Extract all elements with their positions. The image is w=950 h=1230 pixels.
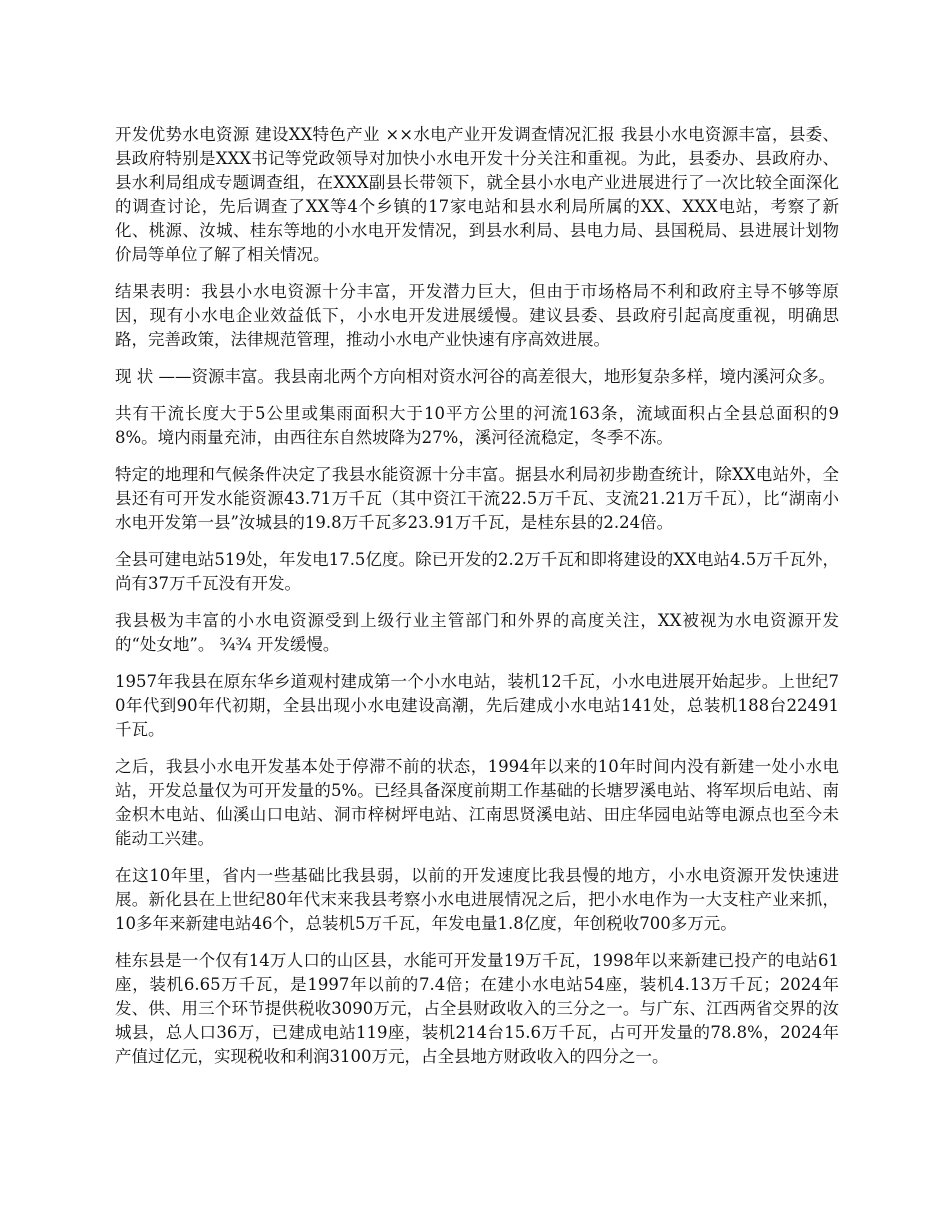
- paragraph-rivers: 共有干流长度大于5公里或集雨面积大于10平方公里的河流163条，流域面积占全县总面积的98%。境内雨量充沛，由西往东自然坡降为27%，溪河径流稳定，冬季不冻。: [115, 404, 839, 447]
- paragraph-guidong-rucheng: 桂东县是一个仅有14万人口的山区县，水能可开发量19万千瓦，1998年以来新建已投产的电站61座，装机6.65万千瓦，是1997年以前的7.4倍；在建小水电站54座，装机4.13万千瓦；2024年发、供、用三个环节提供税收3090万元，占全县财政收入的三分之一。与广东、江西两省交界的汝城县，总人口36万，已建成电站119座，装机214台15.6万千瓦，占可开发量的78.8%，2024年产值过亿元，实现税收和利润3100万元，占全县地方财政收入的四分之一。: [115, 951, 839, 1066]
- paragraph-stagnation: 之后，我县小水电开发基本处于停滞不前的状态，1994年以来的10年时间内没有新建一处小水电站，开发总量仅为可开发量的5%。已经具备深度前期工作基础的长塘罗溪电站、将军坝后电站、南金枳木电站、仙溪山口电站、洞市梓树坪电站、江南思贤溪电站、田庄华园电站等电源点也至今未能动工兴建。: [115, 757, 839, 848]
- paragraph-hydro-potential: 特定的地理和气候条件决定了我县水能资源十分丰富。据县水利局初步勘查统计，除XX电站外，全县还有可开发水能资源43.71万千瓦（其中资江干流22.5万千瓦、支流21.21万千瓦），比“湖南小水电开发第一县”汝城县的19.8万千瓦多23.91万千瓦，是桂东县的2.24倍。: [115, 465, 839, 532]
- paragraph-intro: 开发优势水电资源 建设XX特色产业 ××水电产业开发调查情况汇报 我县小水电资源丰富，县委、县政府特别是XXX书记等党政领导对加快小水电开发十分关注和重视。为此，县委办、县政府办、县水利局组成专题调查组，在XXX副县长带领下，就全县小水电产业进展进行了一次比较全面深化的调查讨论，先后调查了XX等4个乡镇的17家电站和县水利局所属的XX、XXX电站，考察了新化、桃源、汝城、桂东等地的小水电开发情况，到县水利局、县电力局、县国税局、县进展计划物价局等单位了解了相关情况。: [115, 125, 839, 264]
- paragraph-status-resources: 现 状 ——资源丰富。我县南北两个方向相对资水河谷的高差很大，地形复杂多样，境内溪河众多。: [115, 367, 835, 386]
- document-body: [115, 123, 839, 1082]
- paragraph-history: 1957年我县在原东华乡道观村建成第一个小水电站，装机12千瓦，小水电进展开始起步。上世纪70年代到90年代初期，全县出现小水电建设高潮，先后建成小水电站141处，总装机188台22491千瓦。: [115, 672, 839, 739]
- paragraph-station-sites: 全县可建电站519处，年发电17.5亿度。除已开发的2.2万千瓦和即将建设的XX电站4.5万千瓦外，尚有37万千瓦没有开发。: [115, 550, 839, 593]
- paragraph-findings: 结果表明：我县小水电资源十分丰富，开发潜力巨大，但由于市场格局不利和政府主导不够等原因，现有小水电企业效益低下，小水电开发进展缓慢。建议县委、县政府引起高度重视，明确思路，完善政策，法律规范管理，推动小水电产业快速有序高效进展。: [115, 282, 839, 349]
- paragraph-attention: 我县极为丰富的小水电资源受到上级行业主管部门和外界的高度关注，XX被视为水电资源开发的“处女地”。 ¾¾ 开发缓慢。: [115, 611, 839, 654]
- paragraph-xinhua-comparison: 在这10年里，省内一些基础比我县弱，以前的开发速度比我县慢的地方，小水电资源开发快速进展。新化县在上世纪80年代末来我县考察小水电进展情况之后，把小水电作为一大支柱产业来抓，10多年来新建电站46个，总装机5万千瓦，年发电量1.8亿度，年创税收700多万元。: [115, 866, 839, 933]
